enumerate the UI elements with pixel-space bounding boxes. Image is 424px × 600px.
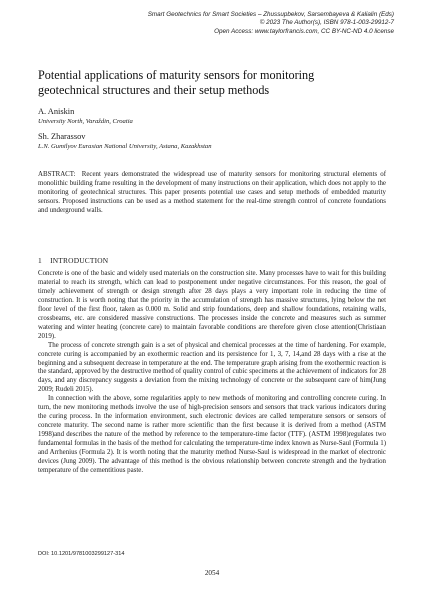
author-affiliation: L.N. Gumilyov Eurasian National University, Astana, Kazakhstan xyxy=(38,143,212,150)
paper-title: Potential applications of maturity sensors for monitoring geotechnical structures and their setup methods xyxy=(38,68,315,97)
section-heading xyxy=(38,256,338,266)
abstract xyxy=(38,171,386,216)
header-line-editors: Smart Geotechnics for Smart Societies – Zhussupbekov, Sarsembayeva & Kalialin (Eds) xyxy=(147,11,394,18)
doi-footnote: DOI: 10.1201/9781003299127-314 xyxy=(38,551,125,557)
running-header xyxy=(94,11,394,36)
author-name: Sh. Zharassov xyxy=(38,132,86,141)
page-number: 2054 xyxy=(204,569,220,577)
abstract-label: ABSTRACT: xyxy=(38,171,76,178)
author-affiliation: University North, Varaždin, Croatia xyxy=(38,118,133,125)
paragraph: The process of concrete strength gain is a set of physical and chemical processes at the time of hardening. For example, concrete curing is accompanied by an exothermic reaction and its persistence for 1, 3, 7, 14,and 28 days with a rise at the beginning and a subsequent decrease in temperature at the end. The temperature graph arising from the exothermic reaction is the standard, approved by the destructive method of quality control of cubic specimens at the achievement of indicators for 28 days, and any discrepancy suggests a deviation from the mixing technology of concrete or the subsequent care of him(Jung 2009; Rudeli 2015). xyxy=(38,341,386,394)
section-number: 1 xyxy=(38,256,42,265)
section-title: INTRODUCTION xyxy=(50,256,109,265)
abstract-text: Recent years demonstrated the widespread use of maturity sensors for monitoring structural elements of monolithic building frame resulting in the development of many instructions on their application, which does not apply to the monitoring of geotechnical structures. This paper presents potential use cases and setup methods of embedded maturity sensors. Proposed instructions can be used as a method statement for the real-time strength control of concrete foundations and underground walls. xyxy=(38,171,386,214)
author-block xyxy=(38,106,368,126)
header-line-isbn: © 2023 The Author(s), ISBN 978-1-003-29912-7 xyxy=(259,19,394,27)
header-line-license: Open Access: www.taylorfrancis.com, CC BY-NC-ND 4.0 license xyxy=(214,27,394,35)
author-name: A. Aniskin xyxy=(38,107,75,116)
paragraph: In connection with the above, some regularities apply to new methods of monitoring and controlling concrete curing. In turn, the new monitoring methods involve the use of high-precision sensors and sensors that track various indicators during the curing process. In the information environment, such electronic devices are called temperature sensors or sensors of concrete maturity. The second name is rather more scientific than the first because it is derived from a method (ASTM 1998)and describes the nature of the method by reference to the temperature-time factor (TTF). (ASTM 1998)regulates two fundamental formulas in the basis of the method for calculating the temperature-time index known as Nurse-Saul (Formula 1) and Arrhenius (Formula 2). It is worth noting that the maturity method Nurse-Saul is widespread in the market of electronic devices (Jung 2009). The advantage of this method is the obvious relationship between concrete strength and the hydration temperature of the cementitious paste. xyxy=(38,395,386,474)
author-block xyxy=(38,131,368,151)
paragraph: Concrete is one of the basic and widely used materials on the construction site. Many processes have to wait for this building material to reach its strength, which can lead to postponement under negative circumstances. For this reason, the goal of timely achievement of strength or design strength after 28 days plays a very important role in reducing the time of construction. It is worth noting that the priority in the accumulation of strength has massive structures, lying below the net floor level of the first floor, taken as 0.000 m. Solid and strip foundations, deep and shallow foundations, retaining walls, crossbeams, etc. are considered massive constructions. The processes inside the concrete and measures such as summer watering and winter heating (concrete care) to maintain favorable conditions are therefore given close attention(Christiaan 2019). xyxy=(38,270,386,340)
body-text xyxy=(38,270,386,476)
